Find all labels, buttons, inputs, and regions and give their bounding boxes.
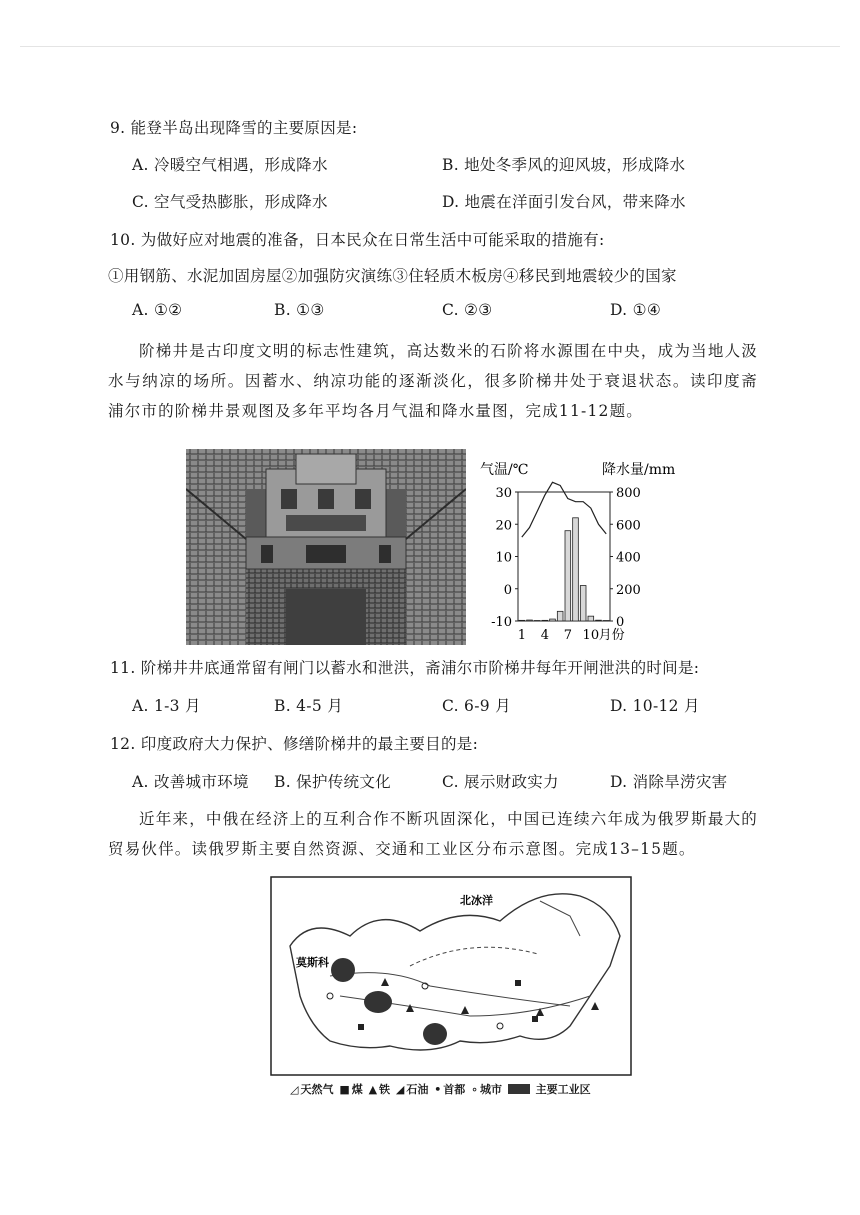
legend-industrial-zone: 主要工业区 <box>535 1083 591 1096</box>
question-11-option-a[interactable]: A. 1-3 月 <box>132 697 201 715</box>
question-10-option-b[interactable]: B. ①③ <box>274 301 325 319</box>
precip-bar <box>542 620 548 621</box>
question-10-stem: 10. 为做好应对地震的准备，日本民众在日常生活中可能采取的措施有: <box>110 231 605 249</box>
russia-map-svg <box>270 876 632 1076</box>
temp-tick-label: 30 <box>495 486 512 501</box>
month-tick-label: 7 <box>563 628 572 643</box>
precip-bar <box>534 621 540 622</box>
plot-frame <box>518 492 610 621</box>
temperature-axis-label: 气温/℃ <box>480 462 529 478</box>
question-9-stem: 9. 能登半岛出现降雪的主要原因是: <box>110 119 358 137</box>
temp-tick-label: 0 <box>503 582 512 598</box>
stepwell-photo <box>186 449 466 645</box>
precip-bar <box>603 621 609 622</box>
precip-tick-label: 600 <box>616 518 641 534</box>
month-tick-label: 1 <box>517 628 526 643</box>
industrial-zone-icon <box>508 1084 530 1094</box>
question-11-option-c[interactable]: C. 6-9 月 <box>442 697 511 715</box>
passage-russia: 近年来，中俄在经济上的互利合作不断巩固深化，中国已连续六年成为俄罗斯最大的贸易伙伴。读俄罗斯主要自然资源、交通和工业区分布示意图。完成13–15题。 <box>108 810 758 858</box>
month-tick-label: 4 <box>540 628 549 643</box>
industrial-zone-ural <box>364 991 392 1013</box>
stepwell-illustration <box>186 449 466 645</box>
city-icon: ∘ <box>471 1083 478 1096</box>
passage-stepwell: 阶梯井是古印度文明的标志性建筑，高达数米的石阶将水源围在中央，成为当地人汲水与纳凉的场所。因蓄水、纳凉功能的逐渐淡化，很多阶梯井处于衰退状态。读印度斋浦尔市的阶梯井景观图及多年平均各月气温和降水量图，完成11-12题。 <box>108 342 758 420</box>
coal-icon: ■ <box>339 1083 350 1096</box>
legend-coal: 煤 <box>351 1083 363 1096</box>
iron-icon: ▲ <box>368 1083 378 1096</box>
question-12-option-d[interactable]: D. 消除旱涝灾害 <box>610 773 728 791</box>
question-10-option-d[interactable]: D. ①④ <box>610 301 662 319</box>
question-11-option-d[interactable]: D. 10-12 月 <box>610 697 700 715</box>
precipitation-axis-label: 降水量/mm <box>602 462 676 478</box>
industrial-zone-moscow <box>331 958 355 982</box>
precip-bar <box>588 616 594 621</box>
legend-iron: 铁 <box>379 1083 391 1096</box>
climate-chart <box>476 456 686 646</box>
month-tick-label: 10 <box>582 628 600 643</box>
question-10-items: ①用钢筋、水泥加固房屋②加强防灾演练③住轻质木板房④移民到地震较少的国家 <box>108 267 677 285</box>
precip-bar <box>550 619 556 621</box>
legend-gas: 天然气 <box>300 1083 334 1096</box>
precip-tick-label: 0 <box>616 615 625 630</box>
question-9-option-a[interactable]: A. 冷暖空气相遇，形成降水 <box>132 156 328 174</box>
precip-bar <box>557 611 563 621</box>
question-11-option-b[interactable]: B. 4-5 月 <box>274 697 344 715</box>
question-9-option-b[interactable]: B. 地处冬季风的迎风坡，形成降水 <box>442 156 686 174</box>
precip-bar <box>596 620 602 621</box>
precip-tick-label: 800 <box>616 486 641 501</box>
question-9-option-c[interactable]: C. 空气受热膨胀，形成降水 <box>132 193 328 211</box>
question-12-option-a[interactable]: A. 改善城市环境 <box>132 773 249 791</box>
legend-capital: 首都 <box>443 1083 466 1096</box>
gas-icon: ◿ <box>290 1083 299 1096</box>
question-12-option-c[interactable]: C. 展示财政实力 <box>442 773 559 791</box>
precip-tick-label: 200 <box>616 582 641 598</box>
month-unit-label: 月份 <box>598 628 625 643</box>
temperature-line <box>522 482 606 537</box>
precip-bar <box>580 586 586 621</box>
question-11-stem: 11. 阶梯井井底通常留有闸门以蓄水和泄洪，斋浦尔市阶梯井每年开闸泄洪的时间是: <box>110 659 700 677</box>
precip-bar <box>565 531 571 621</box>
industrial-zone-siberia <box>423 1023 447 1045</box>
precip-bar <box>573 518 579 621</box>
question-9-option-d[interactable]: D. 地震在洋面引发台风，带来降水 <box>442 193 686 211</box>
arctic-ocean-label: 北冰洋 <box>460 894 493 907</box>
page-top-rule <box>20 46 840 47</box>
question-10-option-c[interactable]: C. ②③ <box>442 301 493 319</box>
temp-tick-label: 10 <box>495 550 512 566</box>
moscow-label: 莫斯科 <box>296 956 329 969</box>
precip-bar <box>519 620 525 621</box>
russia-resource-map <box>270 876 632 1076</box>
temp-tick-label: 20 <box>495 518 512 534</box>
precip-bar <box>527 620 533 621</box>
question-12-stem: 12. 印度政府大力保护、修缮阶梯井的最主要目的是: <box>110 735 479 753</box>
legend-oil: 石油 <box>406 1083 429 1096</box>
map-legend <box>290 1081 593 1097</box>
temp-tick-label: -10 <box>491 615 512 630</box>
precip-tick-label: 400 <box>616 550 641 566</box>
legend-city: 城市 <box>479 1083 502 1096</box>
question-10-option-a[interactable]: A. ①② <box>132 301 183 319</box>
question-12-option-b[interactable]: B. 保护传统文化 <box>274 773 391 791</box>
capital-icon: • <box>434 1083 442 1096</box>
climate-chart-svg <box>476 456 686 646</box>
oil-icon: ◢ <box>395 1083 405 1096</box>
